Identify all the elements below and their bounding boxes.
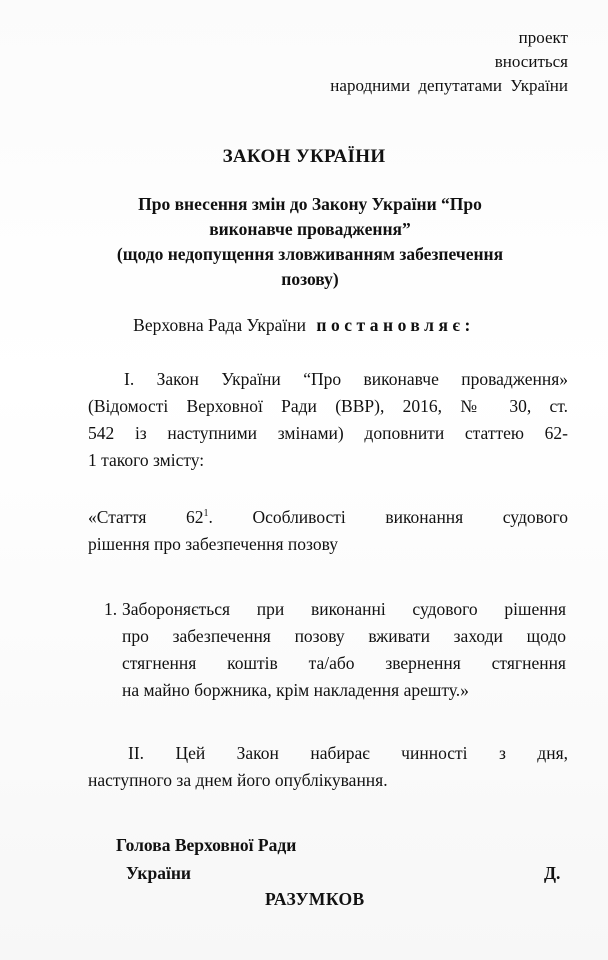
law-subtitle-line: виконавче провадження” (209, 219, 411, 239)
article-label: «Стаття 62 (88, 507, 204, 527)
signature-position-line-1: Голова Верховної Ради (116, 835, 297, 855)
draft-note-line-1: проект (518, 28, 568, 47)
signature-surname: РАЗУМКОВ (265, 889, 365, 909)
item-line: Забороняється при виконанні судового рішення (122, 599, 566, 619)
section-1-line: І. Закон України “Про виконавче провадження» (124, 369, 568, 389)
item-text (122, 596, 566, 704)
signature-position-line-2: України (126, 863, 192, 883)
draft-note (330, 26, 568, 98)
article-title-part: . Особливості виконання судового (208, 507, 568, 527)
article-item-1 (104, 596, 566, 704)
item-number: 1. (104, 599, 118, 619)
item-line: на майно боржника, крім накладення арешту.» (122, 680, 469, 700)
law-title: ЗАКОН УКРАЇНИ (222, 146, 386, 167)
signature-initial: Д. (544, 863, 561, 883)
decree-line (0, 315, 608, 336)
article-heading-line-2: рішення про забезпечення позову (88, 534, 339, 554)
article-superscript: 1 (203, 508, 209, 520)
article-heading (88, 504, 568, 558)
decree-prefix: Верховна Рада України (133, 315, 306, 335)
section-1-paragraph (88, 366, 568, 474)
item-line: стягнення коштів та/або звернення стягнення (122, 653, 566, 673)
section-1-line: 1 такого змісту: (88, 450, 205, 470)
section-2-paragraph (88, 740, 568, 794)
draft-note-line-3: народними депутатами України (330, 76, 568, 95)
law-subtitle (70, 192, 550, 292)
article-heading-line-1 (88, 504, 568, 531)
section-1-line: 542 із наступними змінами) доповнити статтею 62- (88, 423, 568, 443)
draft-note-line-2: вноситься (494, 52, 568, 71)
law-subtitle-line: Про внесення змін до Закону України “Про (138, 194, 482, 214)
decree-word: постановляє: (316, 315, 475, 335)
section-2-line: наступного за днем його опублікування. (88, 770, 388, 790)
section-2-line: ІІ. Цей Закон набирає чинності з дня, (128, 743, 568, 763)
law-subtitle-line: позову) (281, 269, 339, 289)
section-1-line: (Відомості Верховної Ради (ВВР), 2016, № 30, ст. (88, 396, 568, 416)
item-line: про забезпечення позову вживати заходи щодо (122, 626, 566, 646)
law-subtitle-line: (щодо недопущення зловживанням забезпечення (116, 244, 504, 264)
